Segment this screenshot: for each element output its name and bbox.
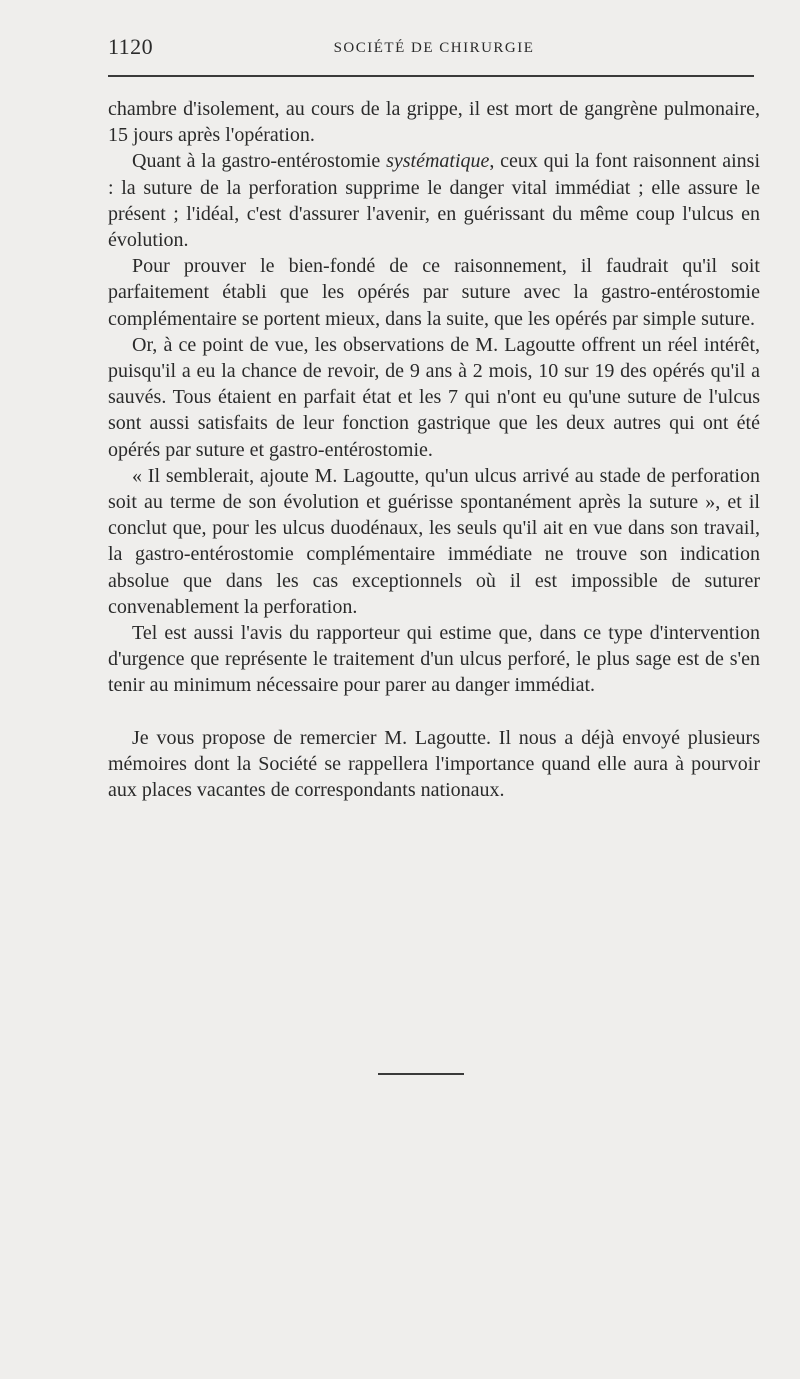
paragraph-reasoning: Pour prouver le bien-fondé de ce raisonnement, il faudrait qu'il soit parfaitement établi que les opérés par suture avec la gastro-entérostomie complémentaire se portent mieux, dans la suite, que les opérés par simple suture.	[108, 255, 760, 330]
body-text	[108, 96, 760, 803]
paragraph-observations: Or, à ce point de vue, les observations de M. Lagoutte offrent un réel intérêt, puisqu'il a eu la chance de revoir, de 9 ans à 2 mois, 10 sur 19 des opérés qu'il a sauvés. Tous étaient en parfait état et les 7 qui n'ont eu qu'une suture de l'ulcus sont aussi satisfaits de leur fonction gastrique que les deux autres qui ont été opérés par suture et gastro-entérostomie.	[108, 333, 760, 461]
header-rule	[108, 75, 754, 77]
emphasized-term: systématique	[386, 150, 490, 173]
paragraph-systematic-gastroenterostomy	[108, 148, 760, 253]
paragraph-conclusion: Je vous propose de remercier M. Lagoutte. Il nous a déjà envoyé plusieurs mémoires dont la Société se rappellera l'importance quand elle aura à pourvoir aux places vacantes de correspondants nationaux.	[108, 726, 760, 802]
paragraph-text: Quant à la gastro-entérostomie	[132, 150, 387, 173]
paragraph-rapporteur-opinion: Tel est aussi l'avis du rapporteur qui estime que, dans ce type d'intervention d'urgence que représente le traitement d'un ulcus perforé, le plus sage est de s'en tenir au minimum nécessaire pour parer au danger immédiat.	[108, 622, 760, 697]
paragraph-continuation: chambre d'isolement, au cours de la grippe, il est mort de gangrène pulmonaire, 15 jours après l'opération.	[108, 98, 760, 147]
end-rule	[378, 1073, 464, 1075]
paragraph-quotation: « Il semblerait, ajoute M. Lagoutte, qu'un ulcus arrivé au stade de perforation soit au terme de son évolution et guérisse spontanément après la suture », et il conclut que, pour les ulcus duodénaux, les seuls qu'il ait en vue dans son travail, la gastro-entérostomie complémentaire immédiate ne trouve son indication absolue que dans les cas exceptionnels où il est impossible de suturer convenablement la perforation.	[108, 464, 760, 618]
page-header	[108, 34, 760, 64]
paragraph-text: , ceux qui la font raisonnent ainsi : la suture de la perforation supprime le danger vital immédiat ; elle assure le présent ; l'idéal, c'est d'assurer l'avenir, en guérissant du même coup l'ulcus en évolution.	[108, 150, 761, 252]
running-head: SOCIÉTÉ DE CHIRURGIE	[333, 40, 535, 56]
page-number: 1120	[108, 34, 154, 59]
